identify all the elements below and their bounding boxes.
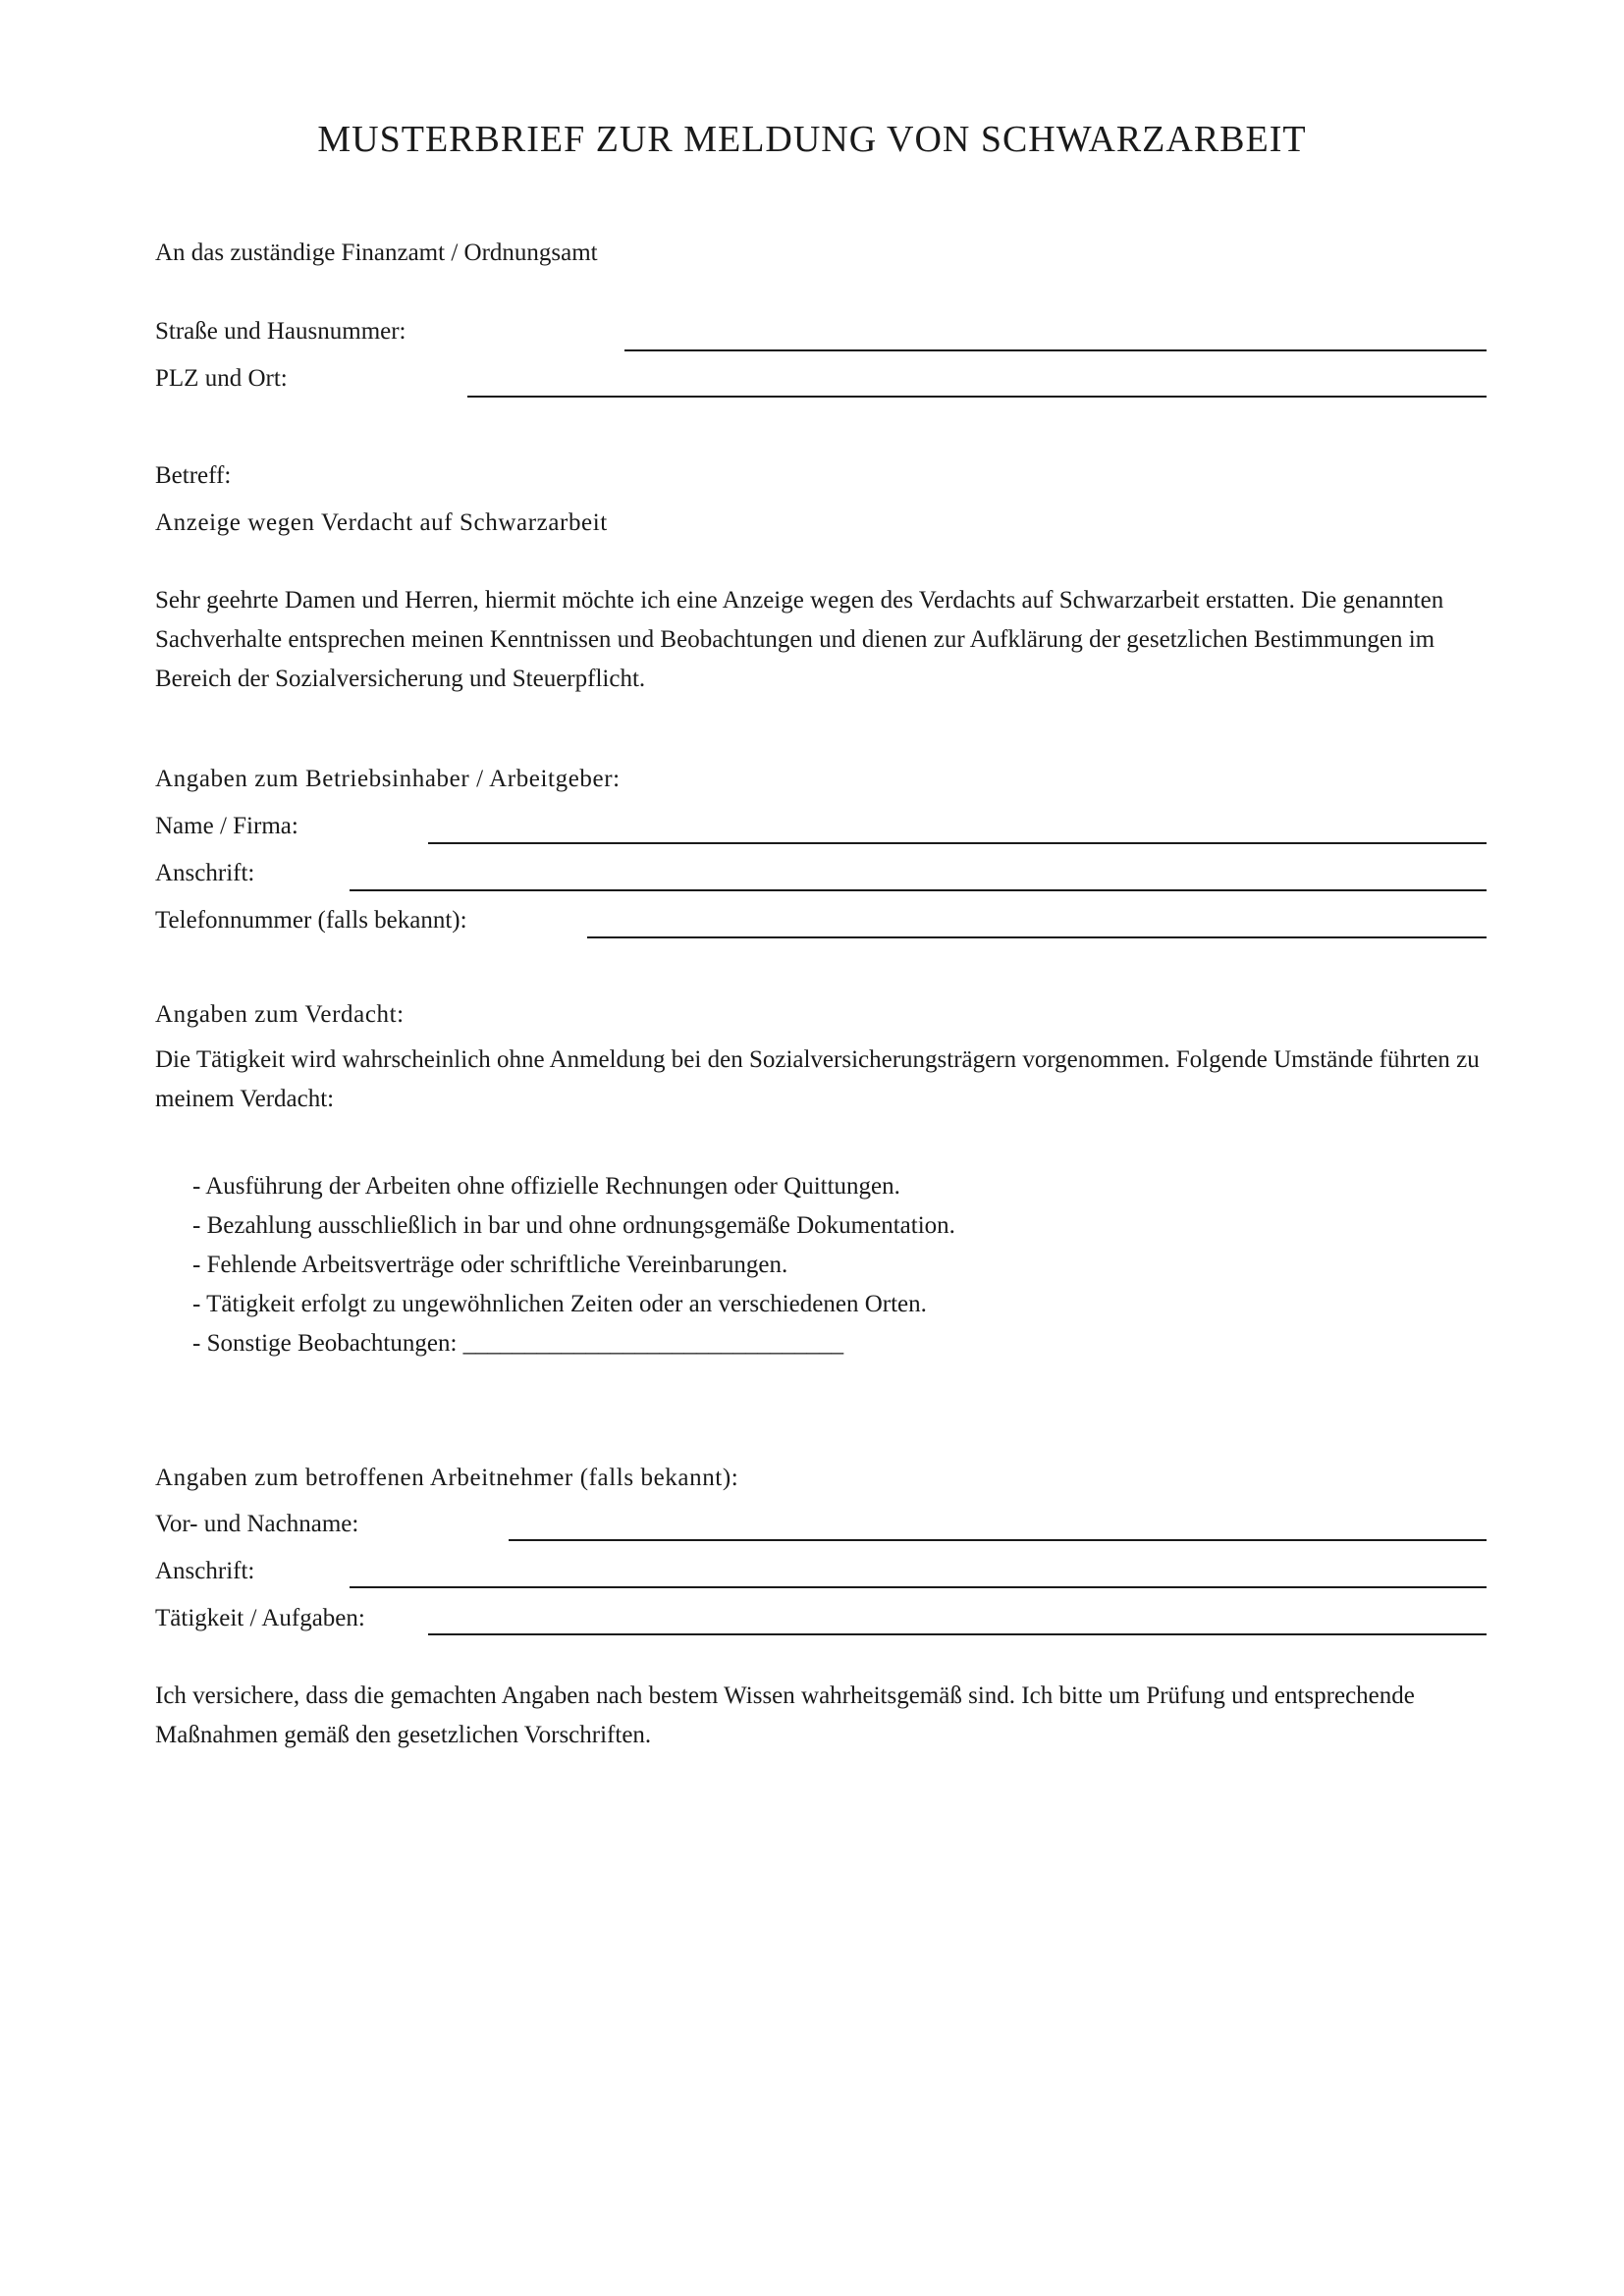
street-fill-line[interactable] [624, 349, 1487, 351]
recipient-line: An das zuständige Finanzamt / Ordnungsamt [155, 240, 598, 266]
list-item: - Bezahlung ausschließlich in bar und ohne ordnungsgemäße Dokumentation. [192, 1212, 955, 1239]
list-item: - Tätigkeit erfolgt zu ungewöhnlichen Zeiten oder an verschiedenen Orten. [192, 1291, 927, 1317]
employer-phone-label: Telefonnummer (falls bekannt): [155, 907, 467, 934]
suspicion-heading: Angaben zum Verdacht: [155, 1001, 405, 1028]
employer-address-label: Anschrift: [155, 860, 255, 886]
suspicion-list [192, 1167, 955, 1363]
zip-city-label: PLZ und Ort: [155, 365, 288, 392]
employee-activity-label: Tätigkeit / Aufgaben: [155, 1605, 365, 1631]
employee-address-fill-line[interactable] [350, 1586, 1487, 1588]
list-item: - Fehlende Arbeitsverträge oder schriftliche Vereinbarungen. [192, 1252, 788, 1278]
subject-text: Anzeige wegen Verdacht auf Schwarzarbeit [155, 509, 608, 536]
suspicion-text: Die Tätigkeit wird wahrscheinlich ohne Anmeldung bei den Sozialversicherungsträgern vorgenommen. Folgende Umstände führten zu meinem Verdacht: [155, 1046, 1480, 1112]
employer-address-fill-line[interactable] [350, 889, 1487, 891]
employee-name-fill-line[interactable] [509, 1539, 1487, 1541]
subject-label: Betreff: [155, 462, 232, 489]
employer-name-label: Name / Firma: [155, 813, 298, 839]
employer-name-fill-line[interactable] [428, 842, 1487, 844]
list-item: - Ausführung der Arbeiten ohne offizielle Rechnungen oder Quittungen. [192, 1173, 900, 1200]
employee-address-label: Anschrift: [155, 1558, 255, 1584]
list-item: - Sonstige Beobachtungen: _______________________________ [192, 1330, 844, 1357]
employee-activity-fill-line[interactable] [428, 1633, 1487, 1635]
employer-phone-fill-line[interactable] [587, 936, 1487, 938]
zip-city-fill-line[interactable] [467, 396, 1487, 398]
intro-paragraph: Sehr geehrte Damen und Herren, hiermit möchte ich eine Anzeige wegen des Verdachts auf Schwarzarbeit erstatten. Die genannten Sachverhalte entsprechen meinen Kenntnissen und Beobachtungen und dienen zur Aufklärung der gesetzlichen Bestimmungen im Bereich der Sozialversicherung und Steuerpflicht. [155, 587, 1444, 692]
employee-name-label: Vor- und Nachname: [155, 1511, 359, 1537]
street-label: Straße und Hausnummer: [155, 318, 406, 345]
closing-paragraph: Ich versichere, dass die gemachten Angaben nach bestem Wissen wahrheitsgemäß sind. Ich bitte um Prüfung und entsprechende Maßnahmen gemäß den gesetzlichen Vorschriften. [155, 1682, 1415, 1748]
document-title: MUSTERBRIEF ZUR MELDUNG VON SCHWARZARBEIT [317, 119, 1307, 160]
employee-heading: Angaben zum betroffenen Arbeitnehmer (falls bekannt): [155, 1465, 739, 1491]
employer-heading: Angaben zum Betriebsinhaber / Arbeitgeber: [155, 766, 621, 792]
